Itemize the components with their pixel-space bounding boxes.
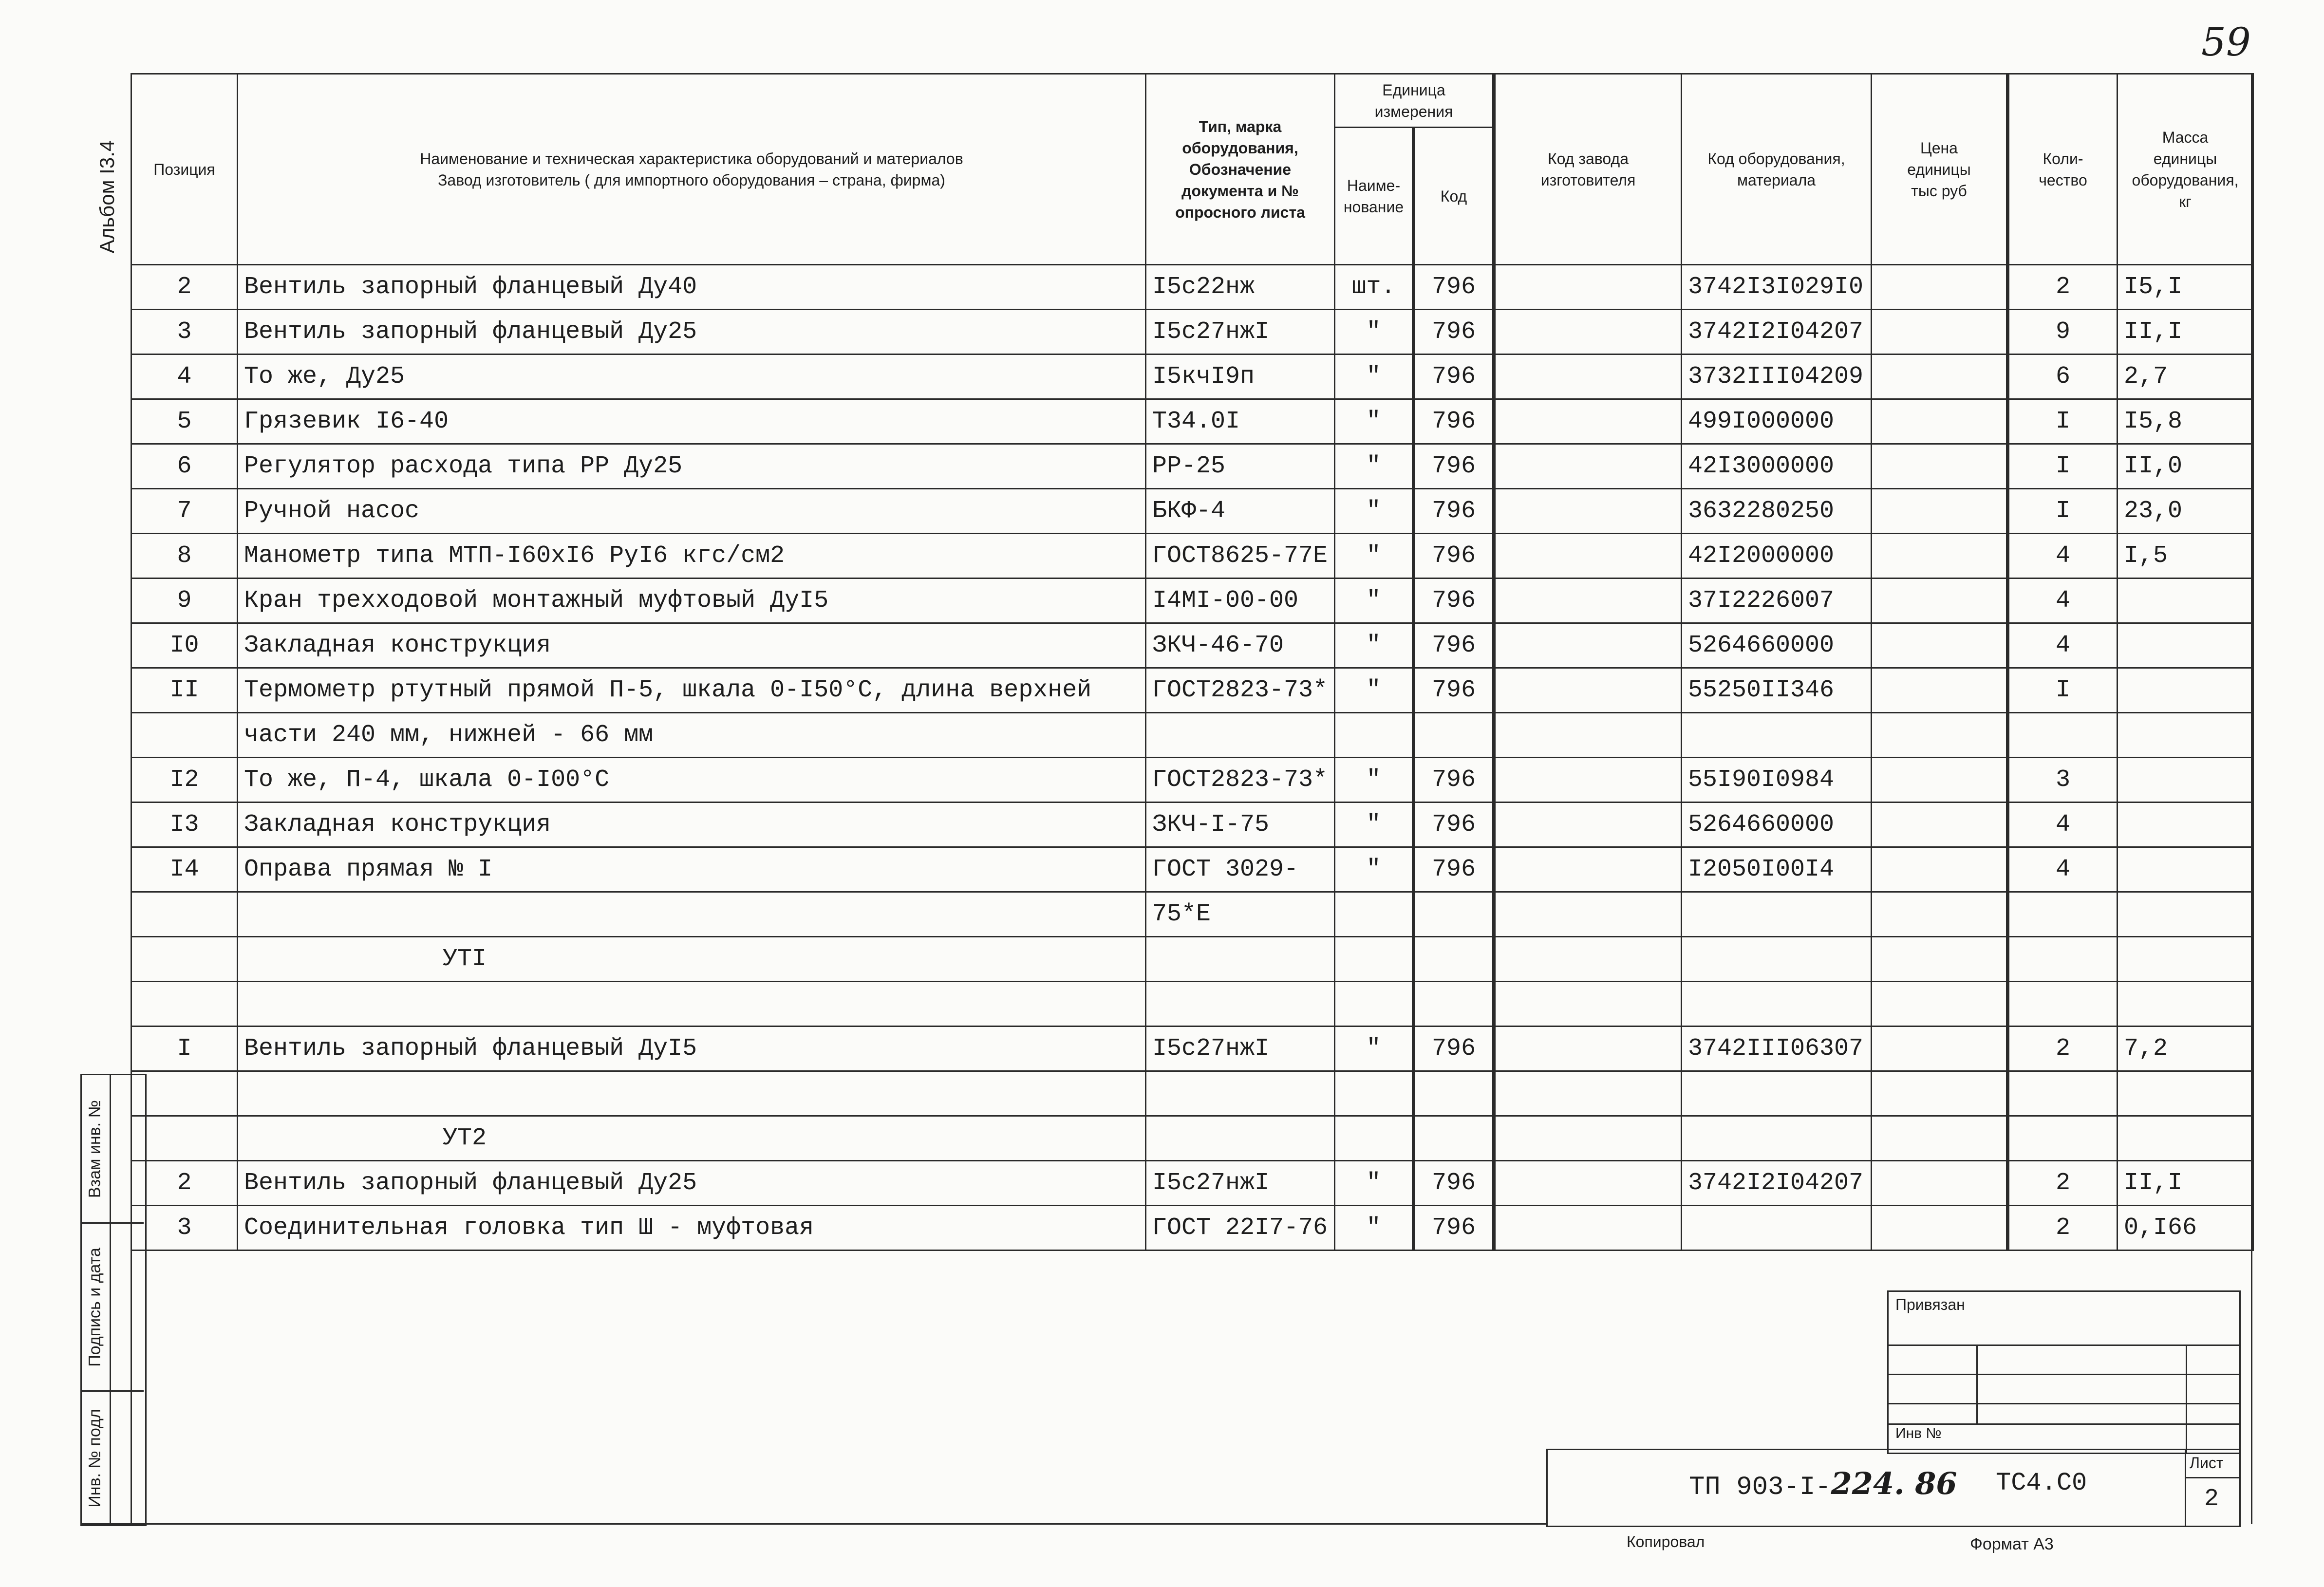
row-qty: 2 [2008, 1027, 2118, 1071]
row-equip-code: 42I3000000 [1682, 444, 1872, 489]
row-unit [1335, 1116, 1414, 1161]
row-price [1872, 892, 2008, 937]
row-equip-code: I2050I00I4 [1682, 847, 1872, 892]
table-row [131, 1116, 2253, 1161]
row-type [1146, 982, 1335, 1027]
row-price [1872, 758, 2008, 803]
row-pos: I4 [131, 847, 238, 892]
row-price [1872, 489, 2008, 534]
row-qty [2008, 937, 2118, 982]
side-stamp-divider [80, 1222, 144, 1224]
header-unit-group: Единица измерения [1335, 74, 1494, 128]
row-qty [2008, 1071, 2118, 1116]
row-pos: 4 [131, 355, 238, 399]
row-name: Вентиль запорный фланцевый ДуI5 [238, 1027, 1146, 1071]
row-unit-code [1414, 1071, 1494, 1116]
row-unit: " [1335, 399, 1414, 444]
side-stamp-vzam: Взам инв. № [85, 1100, 104, 1198]
row-name: Кран трехходовой монтажный муфтовый ДуI5 [238, 579, 1146, 623]
row-name: части 240 мм, нижней - 66 мм [238, 713, 1146, 758]
row-unit-code: 796 [1414, 265, 1494, 310]
row-type: ГОСТ2823-73* [1146, 668, 1335, 713]
row-pos: I [131, 1027, 238, 1071]
row-type: ГОСТ 3029- [1146, 847, 1335, 892]
row-unit: " [1335, 579, 1414, 623]
row-factory-code [1494, 1161, 1682, 1206]
row-equip-code: 55250II346 [1682, 668, 1872, 713]
row-pos: II [131, 668, 238, 713]
row-type: I5с22нж [1146, 265, 1335, 310]
row-equip-code [1682, 1206, 1872, 1251]
table-row [131, 579, 2253, 623]
row-qty [2008, 892, 2118, 937]
row-qty: 6 [2008, 355, 2118, 399]
row-name: Оправа прямая № I [238, 847, 1146, 892]
row-price [1872, 310, 2008, 355]
row-type: I5с27нжI [1146, 310, 1335, 355]
header-name: Наименование и техническая характеристика оборудований и материалов Завод изготовитель ( для импортного оборудования – страна, фирма) [238, 74, 1146, 265]
row-type [1146, 1116, 1335, 1161]
row-equip-code: 5264660000 [1682, 623, 1872, 668]
row-factory-code [1494, 399, 1682, 444]
row-unit [1335, 1071, 1414, 1116]
row-qty: 9 [2008, 310, 2118, 355]
row-unit: " [1335, 310, 1414, 355]
row-price [1872, 1206, 2008, 1251]
header-factory-code: Код завода изготовителя [1494, 74, 1682, 265]
row-unit: " [1335, 534, 1414, 579]
privyazan-label: Привязан [1895, 1296, 1965, 1313]
table-row [131, 1161, 2253, 1206]
row-pos: 7 [131, 489, 238, 534]
row-unit-code: 796 [1414, 1161, 1494, 1206]
row-unit-code: 796 [1414, 847, 1494, 892]
row-equip-code [1682, 713, 1872, 758]
row-equip-code: 3632280250 [1682, 489, 1872, 534]
row-factory-code [1494, 1116, 1682, 1161]
row-unit-code: 796 [1414, 668, 1494, 713]
row-qty: 2 [2008, 265, 2118, 310]
row-pos [131, 713, 238, 758]
row-unit-code: 796 [1414, 399, 1494, 444]
row-factory-code [1494, 1071, 1682, 1116]
album-label: Альбом I3.4 [95, 140, 118, 254]
row-name: Вентиль запорный фланцевый Ду25 [238, 310, 1146, 355]
header-type: Тип, марка оборудования, Обозначение документа и № опросного листа [1146, 74, 1335, 265]
copied-label: Копировал [1627, 1533, 1705, 1550]
row-unit: " [1335, 623, 1414, 668]
row-pos [131, 892, 238, 937]
row-price [1872, 937, 2008, 982]
sheet-label: Лист [2190, 1454, 2224, 1472]
row-unit: " [1335, 444, 1414, 489]
row-type: ГОСТ2823-73* [1146, 758, 1335, 803]
row-mass [2118, 713, 2253, 758]
row-type: 75*Е [1146, 892, 1335, 937]
header-qty: Коли- чество [2008, 74, 2118, 265]
row-factory-code [1494, 355, 1682, 399]
row-type: Т34.0I [1146, 399, 1335, 444]
row-type [1146, 1071, 1335, 1116]
row-equip-code [1682, 892, 1872, 937]
row-name: Соединительная головка тип Ш - муфтовая [238, 1206, 1146, 1251]
row-name: Закладная конструкция [238, 623, 1146, 668]
row-mass [2118, 623, 2253, 668]
row-qty: I [2008, 444, 2118, 489]
row-equip-code: 499I000000 [1682, 399, 1872, 444]
doc-designation [1689, 1466, 1957, 1502]
doc-code: ТС4.С0 [1996, 1469, 2087, 1497]
row-qty [2008, 1116, 2118, 1161]
row-mass [2118, 668, 2253, 713]
side-stamp-divider [110, 1074, 111, 1523]
format-label: Формат А3 [1970, 1535, 2054, 1553]
row-unit [1335, 937, 1414, 982]
row-mass [2118, 579, 2253, 623]
row-equip-code [1682, 937, 1872, 982]
row-qty [2008, 713, 2118, 758]
row-name: То же, П-4, шкала 0-I00°С [238, 758, 1146, 803]
row-qty: 4 [2008, 623, 2118, 668]
row-unit: " [1335, 1161, 1414, 1206]
row-price [1872, 1071, 2008, 1116]
row-factory-code [1494, 892, 1682, 937]
row-qty: I [2008, 399, 2118, 444]
row-mass: I,5 [2118, 534, 2253, 579]
row-unit-code [1414, 713, 1494, 758]
row-pos: I2 [131, 758, 238, 803]
row-price [1872, 399, 2008, 444]
table-row [131, 534, 2253, 579]
row-name [238, 1071, 1146, 1116]
row-mass: II,I [2118, 310, 2253, 355]
row-qty: 2 [2008, 1161, 2118, 1206]
table-row [131, 982, 2253, 1027]
row-pos [131, 1071, 238, 1116]
row-type [1146, 713, 1335, 758]
header-unit-code: Код [1414, 128, 1494, 265]
row-unit: " [1335, 1027, 1414, 1071]
row-pos: I0 [131, 623, 238, 668]
row-unit: " [1335, 803, 1414, 847]
row-price [1872, 982, 2008, 1027]
row-mass [2118, 982, 2253, 1027]
row-name [238, 892, 1146, 937]
row-factory-code [1494, 534, 1682, 579]
row-factory-code [1494, 265, 1682, 310]
row-unit: " [1335, 668, 1414, 713]
row-type: БКФ-4 [1146, 489, 1335, 534]
row-price [1872, 847, 2008, 892]
row-unit-code: 796 [1414, 579, 1494, 623]
row-factory-code [1494, 623, 1682, 668]
row-factory-code [1494, 444, 1682, 489]
row-pos: 3 [131, 1206, 238, 1251]
side-stamp-podpis: Подпись и дата [85, 1248, 104, 1367]
row-mass [2118, 803, 2253, 847]
row-name: Вентиль запорный фланцевый Ду40 [238, 265, 1146, 310]
row-unit: шт. [1335, 265, 1414, 310]
table-row [131, 937, 2253, 982]
row-factory-code [1494, 1027, 1682, 1071]
row-pos [131, 982, 238, 1027]
row-unit-code [1414, 892, 1494, 937]
table-row [131, 1206, 2253, 1251]
row-unit-code: 796 [1414, 758, 1494, 803]
page-number: 59 [2201, 19, 2251, 65]
row-factory-code [1494, 758, 1682, 803]
row-mass [2118, 892, 2253, 937]
row-equip-code: 3732III04209 [1682, 355, 1872, 399]
row-equip-code [1682, 1116, 1872, 1161]
row-unit-code: 796 [1414, 1027, 1494, 1071]
row-type: I4МI-00-00 [1146, 579, 1335, 623]
row-unit-code [1414, 937, 1494, 982]
row-price [1872, 713, 2008, 758]
row-unit-code: 796 [1414, 310, 1494, 355]
row-unit [1335, 892, 1414, 937]
row-name: Термометр ртутный прямой П-5, шкала 0-I50°С, длина верхней [238, 668, 1146, 713]
row-name: То же, Ду25 [238, 355, 1146, 399]
row-equip-code: 3742I3I029I0 [1682, 265, 1872, 310]
row-price [1872, 444, 2008, 489]
row-factory-code [1494, 1206, 1682, 1251]
frame-bottom [80, 1523, 1546, 1525]
row-price [1872, 579, 2008, 623]
row-equip-code [1682, 982, 1872, 1027]
row-factory-code [1494, 803, 1682, 847]
row-mass: 0,I66 [2118, 1206, 2253, 1251]
row-factory-code [1494, 982, 1682, 1027]
row-unit-code: 796 [1414, 489, 1494, 534]
row-type: I5кчI9п [1146, 355, 1335, 399]
header-equip-code: Код оборудования, материала [1682, 74, 1872, 265]
doc-prefix: ТП 903-I- [1689, 1473, 1831, 1502]
row-mass: 2,7 [2118, 355, 2253, 399]
row-pos: 5 [131, 399, 238, 444]
row-unit [1335, 713, 1414, 758]
row-type: РР-25 [1146, 444, 1335, 489]
row-unit: " [1335, 355, 1414, 399]
row-equip-code [1682, 1071, 1872, 1116]
table-row [131, 265, 2253, 310]
row-price [1872, 265, 2008, 310]
row-price [1872, 355, 2008, 399]
row-price [1872, 534, 2008, 579]
row-pos: 2 [131, 265, 238, 310]
row-type: ГОСТ 22I7-76 [1146, 1206, 1335, 1251]
table-row [131, 847, 2253, 892]
row-mass [2118, 847, 2253, 892]
row-price [1872, 623, 2008, 668]
row-name [238, 982, 1146, 1027]
row-unit: " [1335, 1206, 1414, 1251]
row-qty [2008, 982, 2118, 1027]
row-price [1872, 1161, 2008, 1206]
row-mass: II,I [2118, 1161, 2253, 1206]
spec-table [131, 73, 2254, 1251]
row-factory-code [1494, 668, 1682, 713]
row-factory-code [1494, 489, 1682, 534]
privyazan-block [1887, 1290, 2241, 1454]
table-row [131, 713, 2253, 758]
table-row [131, 310, 2253, 355]
row-mass [2118, 1116, 2253, 1161]
row-mass: 7,2 [2118, 1027, 2253, 1071]
row-mass: II,0 [2118, 444, 2253, 489]
row-name: Манометр типа МТП-I60хI6 РуI6 кгс/см2 [238, 534, 1146, 579]
row-type: ГОСТ8625-77Е [1146, 534, 1335, 579]
row-name: Ручной насос [238, 489, 1146, 534]
row-type: ЗКЧ-46-70 [1146, 623, 1335, 668]
row-mass [2118, 758, 2253, 803]
row-pos [131, 937, 238, 982]
row-factory-code [1494, 847, 1682, 892]
row-pos [131, 1116, 238, 1161]
row-qty: 4 [2008, 534, 2118, 579]
doc-number-hand: 224. 86 [1831, 1466, 1957, 1501]
row-equip-code: 3742I2I04207 [1682, 1161, 1872, 1206]
row-equip-code: 42I2000000 [1682, 534, 1872, 579]
header-price: Цена единицы тыс руб [1872, 74, 2008, 265]
table-row [131, 892, 2253, 937]
row-qty: 4 [2008, 847, 2118, 892]
table-row [131, 623, 2253, 668]
sheet-number: 2 [2204, 1485, 2219, 1513]
table-row [131, 758, 2253, 803]
header-pos: Позиция [131, 74, 238, 265]
row-equip-code: 3742I2I04207 [1682, 310, 1872, 355]
table-row [131, 668, 2253, 713]
row-name: УТ2 [238, 1116, 1146, 1161]
row-equip-code: 37I2226007 [1682, 579, 1872, 623]
row-type: I5с27нжI [1146, 1027, 1335, 1071]
row-equip-code: 5264660000 [1682, 803, 1872, 847]
row-unit: " [1335, 847, 1414, 892]
row-type: ЗКЧ-I-75 [1146, 803, 1335, 847]
table-row [131, 803, 2253, 847]
row-qty: 3 [2008, 758, 2118, 803]
row-unit-code: 796 [1414, 534, 1494, 579]
row-unit-code: 796 [1414, 623, 1494, 668]
table-row [131, 444, 2253, 489]
row-factory-code [1494, 310, 1682, 355]
row-type: I5с27нжI [1146, 1161, 1335, 1206]
row-unit-code: 796 [1414, 355, 1494, 399]
side-stamp-inv: Инв. № подл [85, 1409, 104, 1508]
row-unit-code: 796 [1414, 803, 1494, 847]
row-name: Регулятор расхода типа РР Ду25 [238, 444, 1146, 489]
row-pos: I3 [131, 803, 238, 847]
header-mass: Масса единицы оборудования, кг [2118, 74, 2253, 265]
row-equip-code: 55I90I0984 [1682, 758, 1872, 803]
row-name: УТI [238, 937, 1146, 982]
row-mass [2118, 937, 2253, 982]
row-unit [1335, 982, 1414, 1027]
row-pos: 9 [131, 579, 238, 623]
row-pos: 8 [131, 534, 238, 579]
table-row [131, 399, 2253, 444]
row-unit-code: 796 [1414, 1206, 1494, 1251]
row-price [1872, 803, 2008, 847]
row-qty: 2 [2008, 1206, 2118, 1251]
row-unit-code: 796 [1414, 444, 1494, 489]
row-price [1872, 1116, 2008, 1161]
inv-no-label: Инв № [1895, 1425, 1942, 1441]
row-name: Грязевик I6-40 [238, 399, 1146, 444]
row-mass [2118, 1071, 2253, 1116]
row-qty: I [2008, 489, 2118, 534]
row-type [1146, 937, 1335, 982]
title-block [1546, 1449, 2241, 1527]
row-unit-code [1414, 982, 1494, 1027]
table-row [131, 1027, 2253, 1071]
row-unit: " [1335, 758, 1414, 803]
row-qty: 4 [2008, 803, 2118, 847]
row-equip-code: 3742III06307 [1682, 1027, 1872, 1071]
row-qty: I [2008, 668, 2118, 713]
row-qty: 4 [2008, 579, 2118, 623]
row-factory-code [1494, 937, 1682, 982]
row-mass: 23,0 [2118, 489, 2253, 534]
table-row [131, 489, 2253, 534]
row-factory-code [1494, 579, 1682, 623]
row-mass: I5,8 [2118, 399, 2253, 444]
row-factory-code [1494, 713, 1682, 758]
row-price [1872, 668, 2008, 713]
row-name: Закладная конструкция [238, 803, 1146, 847]
row-pos: 2 [131, 1161, 238, 1206]
row-price [1872, 1027, 2008, 1071]
row-unit: " [1335, 489, 1414, 534]
row-pos: 6 [131, 444, 238, 489]
table-row [131, 1071, 2253, 1116]
header-unit-name: Наиме- нование [1335, 128, 1414, 265]
row-name: Вентиль запорный фланцевый Ду25 [238, 1161, 1146, 1206]
table-row [131, 355, 2253, 399]
row-pos: 3 [131, 310, 238, 355]
row-unit-code [1414, 1116, 1494, 1161]
row-mass: I5,I [2118, 265, 2253, 310]
